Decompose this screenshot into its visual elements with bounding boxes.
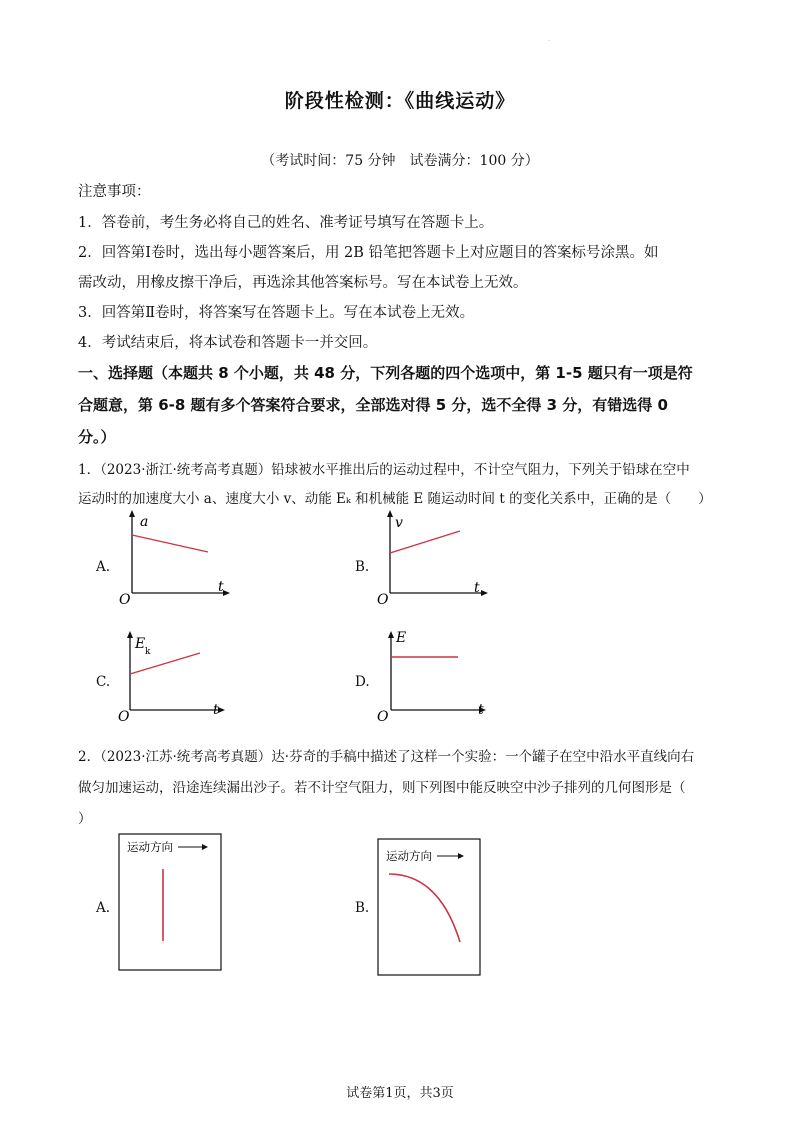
question-2-text: ） bbox=[78, 811, 92, 827]
option-a-label: A. bbox=[96, 559, 111, 575]
graph-a-acceleration bbox=[110, 505, 240, 605]
question-1-text: 1．（2023·浙江·统考高考真题）铅球被水平推出后的运动过程中，不计空气阻力，下列关于铅球在空中 bbox=[78, 462, 690, 478]
figure-b-sand-pattern bbox=[377, 838, 482, 976]
graph-d-mechanical-energy bbox=[368, 622, 498, 722]
question-2-text: 做匀加速运动，沿途连续漏出沙子。若不计空气阻力，则下列图中能反映空中沙子排列的几何图形是（ bbox=[78, 780, 686, 796]
section-heading: 分。） bbox=[78, 428, 116, 446]
option-c-label: C. bbox=[96, 674, 111, 690]
graph-b-velocity bbox=[368, 505, 498, 605]
exam-info: （考试时间：75 分钟 试卷满分：100 分） bbox=[261, 153, 539, 169]
direction-label: 运动方向 bbox=[127, 840, 173, 854]
section-heading: 合题意，第 6-8 题有多个答案符合要求，全部选对得 5 分，选不全得 3 分，有错选得 0 bbox=[78, 396, 668, 414]
origin-label: O bbox=[377, 709, 389, 722]
notice-item: 需改动，用橡皮擦干净后，再选涂其他答案标号。写在本试卷上无效。 bbox=[78, 275, 528, 291]
page-title: 阶段性检测：《曲线运动》 bbox=[284, 90, 516, 112]
x-axis-label: t bbox=[478, 702, 484, 718]
section-heading: 一、选择题（本题共 8 个小题，共 48 分，下列各题的四个选项中，第 1-5 题只有一项是符 bbox=[78, 364, 693, 382]
x-axis-label: t bbox=[218, 579, 224, 595]
notice-item: 3．回答第Ⅱ卷时，将答案写在答题卡上。写在本试卷上无效。 bbox=[78, 305, 475, 321]
option-a-label: A. bbox=[96, 900, 111, 916]
notice-item: 2．回答第Ⅰ卷时，选出每小题答案后，用 2B 铅笔把答题卡上对应题目的答案标号涂黑。如 bbox=[78, 245, 659, 261]
question-2-text: 2．（2023·江苏·统考高考真题）达·芬奇的手稿中描述了这样一个实验：一个罐子在空中沿水平直线向右 bbox=[78, 749, 695, 765]
y-axis-label: a bbox=[140, 514, 149, 530]
option-d-label: D. bbox=[355, 674, 370, 690]
notice-heading: 注意事项： bbox=[78, 184, 151, 200]
page-footer: 试卷第1页，共3页 bbox=[346, 1086, 454, 1101]
origin-label: O bbox=[377, 592, 389, 605]
question-1-text: 运动时的加速度大小 a、速度大小 v、动能 Eₖ 和机械能 E 随运动时间 t 的变化关系中，正确的是（ ） bbox=[78, 491, 712, 507]
y-axis-label: E bbox=[135, 636, 146, 652]
graph-c-kinetic-energy bbox=[110, 622, 240, 722]
option-b-label: B. bbox=[355, 559, 370, 575]
y-axis-label: E bbox=[396, 630, 407, 646]
x-axis-label: t bbox=[474, 580, 480, 596]
x-axis-label: t bbox=[213, 702, 219, 718]
origin-label: O bbox=[118, 709, 130, 722]
direction-label: 运动方向 bbox=[386, 849, 432, 863]
figure-a-sand-pattern bbox=[118, 833, 223, 971]
option-b-label: B. bbox=[355, 900, 370, 916]
y-axis-subscript: k bbox=[145, 647, 151, 657]
notice-item: 1．答卷前，考生务必将自己的姓名、准考证号填写在答题卡上。 bbox=[78, 215, 494, 231]
notice-item: 4．考试结束后，将本试卷和答题卡一并交回。 bbox=[78, 335, 378, 351]
y-axis-label: v bbox=[395, 515, 403, 531]
origin-label: O bbox=[119, 592, 131, 605]
page-dot: · bbox=[548, 38, 550, 45]
